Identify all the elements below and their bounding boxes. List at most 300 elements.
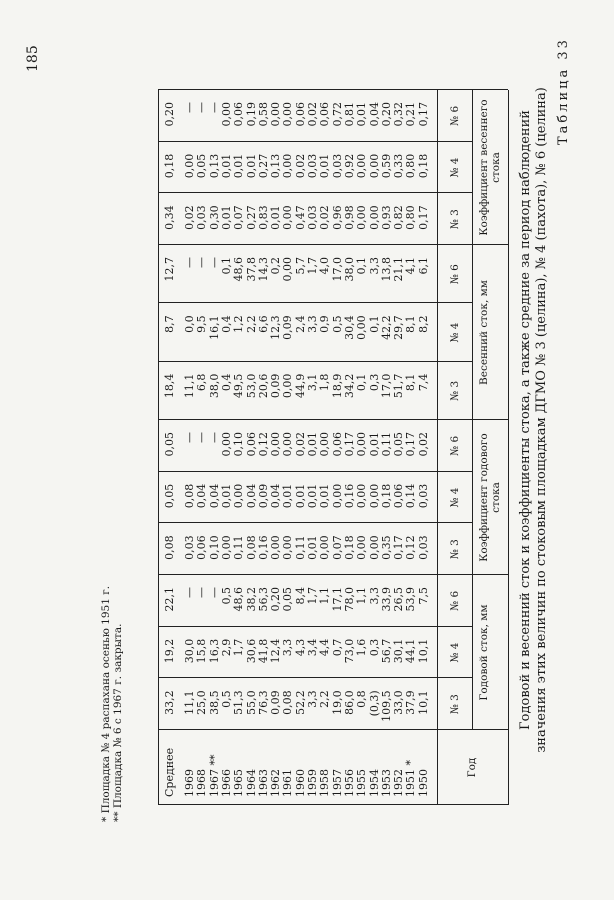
value-cell: 0,07 <box>232 205 246 230</box>
value-cell: — <box>195 102 209 114</box>
value-cell: 0,20 <box>379 102 393 127</box>
value-cell: 48,6 <box>232 587 246 612</box>
value-cell: 0,81 <box>342 102 356 127</box>
value-cell: 0,72 <box>330 102 344 127</box>
value-cell: 30,1 <box>392 638 406 664</box>
value-cell: 0,00 <box>355 205 369 230</box>
value-cell: 0,01 <box>293 483 307 509</box>
plot-subheader: № 4 <box>449 157 461 178</box>
value-cell: 0,1 <box>355 373 369 392</box>
plot-subheader: № 3 <box>449 380 461 401</box>
value-cell: 0,06 <box>293 102 307 127</box>
value-cell: 0,00 <box>269 432 283 457</box>
value-cell: 0,02 <box>318 205 332 230</box>
value-cell: 0,00 <box>318 535 332 560</box>
value-cell: 19,2 <box>162 638 176 664</box>
value-cell: 6,6 <box>256 315 270 333</box>
value-cell: 2,4 <box>293 315 307 333</box>
value-cell: 3,1 <box>306 373 319 392</box>
value-cell: 0,20 <box>269 587 283 612</box>
value-cell: 1,7 <box>306 257 319 275</box>
value-cell: 0,00 <box>269 102 283 127</box>
value-cell: 0,21 <box>404 102 418 127</box>
value-cell: 0,03 <box>183 535 196 560</box>
value-cell: 8,4 <box>293 587 307 605</box>
value-cell: 11,1 <box>183 690 196 715</box>
value-cell: 53,0 <box>244 373 258 399</box>
header-spring-coefficient: Коэффициент весеннего стока <box>478 99 502 236</box>
value-cell: 44,9 <box>293 373 307 399</box>
value-cell: 0,27 <box>244 205 258 230</box>
value-cell: 16,3 <box>207 638 221 664</box>
value-cell: 0,16 <box>342 483 356 509</box>
value-cell: 0,09 <box>256 483 270 509</box>
value-cell: 7,5 <box>416 587 430 605</box>
value-cell: 0,80 <box>404 153 418 179</box>
value-cell: 6,8 <box>195 373 209 392</box>
value-cell: 0,04 <box>269 483 283 509</box>
plot-subheader: № 6 <box>449 264 461 285</box>
value-cell: 0,16 <box>256 535 270 560</box>
value-cell: 0,02 <box>416 432 430 457</box>
value-cell: 0,11 <box>232 535 246 560</box>
value-cell: 1,1 <box>355 587 369 605</box>
value-cell: 0,00 <box>355 483 369 509</box>
value-cell: — <box>195 257 209 269</box>
value-cell: (0,3) <box>367 690 381 717</box>
value-cell: 17,0 <box>330 257 344 282</box>
value-cell: 0,14 <box>404 483 418 509</box>
value-cell: 18,9 <box>330 373 344 399</box>
plot-subheader: № 6 <box>449 435 461 456</box>
year-cell: 1964 <box>244 769 258 797</box>
year-cell: 1961 <box>281 769 295 797</box>
value-cell: 0,00 <box>219 535 233 560</box>
value-cell: 0,96 <box>330 205 344 230</box>
year-cell: 1950 <box>416 769 430 797</box>
value-cell: — <box>183 102 196 114</box>
value-cell: 0,08 <box>162 535 176 560</box>
value-cell: 42,2 <box>379 315 393 340</box>
value-cell: 0,18 <box>416 153 430 179</box>
footnotes <box>100 586 124 822</box>
year-cell: 1967 ** <box>207 754 221 797</box>
value-cell: 0,02 <box>293 432 307 457</box>
value-cell: 0,8 <box>355 690 369 708</box>
value-cell: 0,08 <box>244 535 258 560</box>
value-cell: 0,03 <box>306 205 319 230</box>
value-cell: 73,0 <box>342 638 356 664</box>
value-cell: 0,02 <box>293 153 307 179</box>
value-cell: 0,09 <box>269 373 283 399</box>
value-cell: 0,00 <box>367 483 381 509</box>
value-cell: 1,2 <box>232 315 246 333</box>
plot-subheader: № 4 <box>449 487 461 508</box>
value-cell: 0,06 <box>195 535 209 560</box>
value-cell: 48,6 <box>232 257 246 282</box>
value-cell: 8,7 <box>162 315 176 333</box>
value-cell: 0,83 <box>256 205 270 230</box>
value-cell: 0,80 <box>404 205 418 230</box>
value-cell: 0,98 <box>342 205 356 230</box>
plot-subheader: № 6 <box>449 105 461 126</box>
value-cell: 55,0 <box>244 690 258 715</box>
value-cell: 0,05 <box>162 483 176 509</box>
value-cell: 34,2 <box>342 373 356 399</box>
value-cell: 0,1 <box>219 257 233 275</box>
value-cell: 0,04 <box>195 483 209 509</box>
value-cell: 12,3 <box>269 315 283 340</box>
value-cell: — <box>207 257 221 269</box>
value-cell: 9,5 <box>195 315 209 333</box>
value-cell: — <box>183 257 196 269</box>
value-cell: 14,3 <box>256 257 270 282</box>
value-cell: 0,7 <box>330 638 344 657</box>
year-cell: 1957 <box>330 769 344 797</box>
value-cell: 0,00 <box>281 432 295 457</box>
value-cell: 0,00 <box>183 153 196 179</box>
value-cell: 3,3 <box>367 257 381 275</box>
value-cell: 6,1 <box>416 257 430 275</box>
value-cell: 0,04 <box>207 483 221 509</box>
rule-line <box>437 90 438 805</box>
value-cell: 0,4 <box>219 315 233 333</box>
value-cell: 0,04 <box>244 483 258 509</box>
value-cell: 0,18 <box>162 153 176 179</box>
value-cell: 56,7 <box>379 638 393 664</box>
header-annual-runoff: Годовой сток, мм <box>478 604 490 701</box>
value-cell: 1,6 <box>355 638 369 657</box>
plot-subheader: № 3 <box>449 694 461 715</box>
value-cell: 4,1 <box>404 257 418 275</box>
year-cell: 1969 <box>183 769 196 797</box>
value-cell: 0,02 <box>306 102 319 127</box>
value-cell: 4,4 <box>318 638 332 657</box>
value-cell: 2,2 <box>244 315 258 333</box>
value-cell: 0,00 <box>318 432 332 457</box>
value-cell: 0,59 <box>379 153 393 179</box>
value-cell: 0,01 <box>219 205 233 230</box>
year-cell: 1963 <box>256 769 270 797</box>
title-line: значения этих величин по стоковым площадкам ДГМО № 3 (целина), № 4 (пахота), № 6 (целина) <box>534 87 549 753</box>
title-line: Годовой и весенний сток и коэффициенты стока, а также средние за период наблюдений <box>518 110 533 730</box>
value-cell: 0,00 <box>355 535 369 560</box>
header-year: Год <box>466 757 478 778</box>
value-cell: 0,11 <box>379 432 393 457</box>
value-cell: 12,7 <box>162 257 176 282</box>
value-cell: 0,06 <box>318 102 332 127</box>
value-cell: 0,2 <box>269 257 283 275</box>
value-cell: 3,3 <box>281 638 295 657</box>
value-cell: 0,06 <box>330 432 344 457</box>
value-cell: 0,01 <box>318 153 332 179</box>
value-cell: 37,8 <box>244 257 258 282</box>
value-cell: 11,1 <box>183 373 196 399</box>
value-cell: 0,30 <box>207 205 221 230</box>
header-spring-runoff: Весенний сток, мм <box>478 280 490 385</box>
value-cell: 0,01 <box>219 153 233 179</box>
value-cell: 0,58 <box>256 102 270 127</box>
year-cell: 1958 <box>318 769 332 797</box>
value-cell: 0,08 <box>281 690 295 715</box>
plot-subheader: № 3 <box>449 209 461 230</box>
value-cell: 0,35 <box>379 535 393 560</box>
value-cell: 0,01 <box>232 153 246 179</box>
value-cell: 3,3 <box>306 315 319 333</box>
value-cell: 0,5 <box>330 315 344 333</box>
year-cell: Среднее <box>162 747 176 797</box>
value-cell: 3,4 <box>306 638 319 657</box>
value-cell: 0,17 <box>404 432 418 457</box>
value-cell: 51,3 <box>232 690 246 715</box>
value-cell: 86,0 <box>342 690 356 715</box>
year-cell: 1960 <box>293 769 307 797</box>
value-cell: 1,1 <box>318 587 332 605</box>
value-cell: 0,17 <box>416 102 430 127</box>
value-cell: 38,5 <box>207 690 221 715</box>
value-cell: 30,0 <box>183 638 196 664</box>
value-cell: 15,8 <box>195 638 209 664</box>
value-cell: 0,05 <box>281 587 295 612</box>
value-cell: 0,5 <box>219 587 233 605</box>
value-cell: 22,1 <box>162 587 176 612</box>
year-cell: 1956 <box>342 769 356 797</box>
value-cell: 0,19 <box>244 102 258 127</box>
value-cell: 0,18 <box>342 535 356 560</box>
value-cell: 0,07 <box>330 535 344 560</box>
value-cell: 0,01 <box>355 102 369 127</box>
value-cell: 0,00 <box>232 483 246 509</box>
value-cell: 0,4 <box>219 373 233 392</box>
year-cell: 1952 <box>392 769 406 797</box>
value-cell: 26,5 <box>392 587 406 612</box>
value-cell: 109,5 <box>379 690 393 722</box>
value-cell: 0,82 <box>392 205 406 230</box>
value-cell: 10,1 <box>416 638 430 664</box>
value-cell: 0,01 <box>367 432 381 457</box>
value-cell: 0,06 <box>232 102 246 127</box>
value-cell: 0,47 <box>293 205 307 230</box>
footnote: ** Площадка № 6 с 1967 г. закрыта. <box>112 623 124 822</box>
value-cell: 0,9 <box>318 315 332 333</box>
value-cell: 0,00 <box>355 315 369 340</box>
value-cell: 5,7 <box>293 257 307 275</box>
value-cell: 16,1 <box>207 315 221 340</box>
value-cell: 0,11 <box>293 535 307 560</box>
value-cell: 0,00 <box>355 432 369 457</box>
value-cell: 0,00 <box>281 153 295 179</box>
value-cell: 0,01 <box>219 483 233 509</box>
value-cell: 49,5 <box>232 373 246 399</box>
value-cell: 41,8 <box>256 638 270 664</box>
value-cell: 0,00 <box>281 102 295 127</box>
value-cell: 0,00 <box>281 257 295 282</box>
value-cell: 0,00 <box>219 102 233 127</box>
value-cell: 33,9 <box>379 587 393 612</box>
value-cell: 0,03 <box>306 153 319 179</box>
value-cell: 0,32 <box>392 102 406 127</box>
value-cell: 1,7 <box>306 587 319 605</box>
value-cell: 33,0 <box>392 690 406 715</box>
value-cell: 0,00 <box>330 483 344 509</box>
value-cell: 0,17 <box>342 432 356 457</box>
value-cell: 3,3 <box>306 690 319 708</box>
value-cell: 0,17 <box>416 205 430 230</box>
value-cell: 0,00 <box>281 205 295 230</box>
value-cell: 0,01 <box>244 153 258 179</box>
value-cell: 0,10 <box>207 535 221 560</box>
value-cell: 12,4 <box>269 638 283 664</box>
plot-subheader: № 4 <box>449 642 461 663</box>
year-cell: 1954 <box>367 769 381 797</box>
page-number: 185 <box>25 45 41 72</box>
value-cell: 0,33 <box>392 153 406 179</box>
value-cell: 0,93 <box>379 205 393 230</box>
value-cell: 0,05 <box>392 432 406 457</box>
value-cell: 52,2 <box>293 690 307 715</box>
value-cell: 4,3 <box>293 638 307 657</box>
value-cell: 78,0 <box>342 587 356 612</box>
value-cell: 3,3 <box>367 587 381 605</box>
value-cell: 0,13 <box>269 153 283 179</box>
value-cell: 0,01 <box>306 535 319 560</box>
value-cell: — <box>207 432 221 444</box>
value-cell: 0,34 <box>162 205 176 230</box>
value-cell: 44,1 <box>404 638 418 664</box>
plot-subheader: № 4 <box>449 322 461 343</box>
value-cell: 0,01 <box>269 205 283 230</box>
value-cell: 0,09 <box>269 690 283 715</box>
value-cell: 0,1 <box>355 257 369 275</box>
value-cell: 0,00 <box>367 535 381 560</box>
value-cell: 53,9 <box>404 587 418 612</box>
value-cell: 30,6 <box>244 638 258 664</box>
value-cell: 0,00 <box>219 432 233 457</box>
value-cell: 0,0 <box>183 315 196 333</box>
value-cell: 37,9 <box>404 690 418 715</box>
value-cell: 0,13 <box>207 153 221 179</box>
value-cell: 0,20 <box>162 102 176 127</box>
value-cell: 7,4 <box>416 373 430 392</box>
year-cell: 1953 <box>379 769 393 797</box>
value-cell: 13,8 <box>379 257 393 282</box>
value-cell: 0,3 <box>367 373 381 392</box>
value-cell: 0,02 <box>183 205 196 230</box>
value-cell: 0,17 <box>392 535 406 560</box>
value-cell: 76,3 <box>256 690 270 715</box>
value-cell: 20,6 <box>256 373 270 399</box>
value-cell: 17,1 <box>330 587 344 612</box>
value-cell: 0,08 <box>183 483 196 509</box>
value-cell: 0,01 <box>281 483 295 509</box>
value-cell: 1,7 <box>232 638 246 657</box>
value-cell: 21,1 <box>392 257 406 282</box>
value-cell: — <box>195 587 209 599</box>
value-cell: 56,3 <box>256 587 270 612</box>
value-cell: 38,0 <box>342 257 356 282</box>
value-cell: 0,18 <box>379 483 393 509</box>
value-cell: 29,7 <box>392 315 406 340</box>
value-cell: 33,2 <box>162 690 176 715</box>
value-cell: 19,0 <box>330 690 344 715</box>
value-cell: 1,8 <box>318 373 332 392</box>
value-cell: 0,12 <box>256 432 270 457</box>
value-cell: 0,00 <box>355 153 369 179</box>
year-cell: 1968 <box>195 769 209 797</box>
year-cell: 1965 <box>232 769 246 797</box>
value-cell: 0,92 <box>342 153 356 179</box>
value-cell: 0,00 <box>281 535 295 560</box>
value-cell: 8,1 <box>404 315 418 333</box>
value-cell: 0,01 <box>306 483 319 509</box>
plot-subheader: № 6 <box>449 590 461 611</box>
value-cell: 17,0 <box>379 373 393 399</box>
value-cell: 4,0 <box>318 257 332 275</box>
value-cell: 0,27 <box>256 153 270 179</box>
value-cell: 0,04 <box>367 102 381 127</box>
value-cell: 0,03 <box>416 535 430 560</box>
value-cell: 0,1 <box>367 315 381 333</box>
value-cell: 18,4 <box>162 373 176 399</box>
value-cell: — <box>207 587 221 599</box>
value-cell: 2,9 <box>219 638 233 657</box>
value-cell: — <box>183 432 196 444</box>
table-title <box>518 50 550 790</box>
footnote: * Площадка № 4 распахана осенью 1951 г. <box>100 585 112 822</box>
header-annual-coefficient: Коэффициент годового стока <box>478 433 502 562</box>
value-cell: — <box>207 102 221 114</box>
value-cell: 8,1 <box>404 373 418 392</box>
value-cell: 0,10 <box>232 432 246 457</box>
year-cell: 1966 <box>219 769 233 797</box>
value-cell: 38,0 <box>207 373 221 399</box>
value-cell: 0,12 <box>404 535 418 560</box>
value-cell: 0,09 <box>281 315 295 340</box>
value-cell: 51,7 <box>392 373 406 399</box>
value-cell: 0,03 <box>330 153 344 179</box>
value-cell: 0,03 <box>195 205 209 230</box>
value-cell: 10,1 <box>416 690 430 715</box>
value-cell: 25,0 <box>195 690 209 715</box>
value-cell: 0,5 <box>219 690 233 708</box>
plot-subheader: № 3 <box>449 539 461 560</box>
value-cell: 0,00 <box>281 373 295 399</box>
rule-line <box>158 804 508 805</box>
value-cell: 0,05 <box>162 432 176 457</box>
value-cell: 0,05 <box>195 153 209 179</box>
year-cell: 1951 * <box>404 760 418 797</box>
value-cell: 0,03 <box>416 483 430 509</box>
value-cell: 0,01 <box>318 483 332 509</box>
value-cell: 0,3 <box>367 638 381 657</box>
rule-line <box>472 90 473 730</box>
value-cell: — <box>183 587 196 599</box>
value-cell: 0,00 <box>367 205 381 230</box>
rule-line <box>508 90 509 805</box>
value-cell: — <box>195 432 209 444</box>
value-cell: 0,06 <box>244 432 258 457</box>
rule-line <box>158 90 159 805</box>
year-cell: 1959 <box>306 769 319 797</box>
value-cell: 38,2 <box>244 587 258 612</box>
value-cell: 2,2 <box>318 690 332 708</box>
value-cell: 0,01 <box>306 432 319 457</box>
year-cell: 1962 <box>269 769 283 797</box>
year-cell: 1955 <box>355 769 369 797</box>
table-label: Таблица 33 <box>556 37 571 145</box>
value-cell: 8,2 <box>416 315 430 333</box>
value-cell: 0,00 <box>269 535 283 560</box>
